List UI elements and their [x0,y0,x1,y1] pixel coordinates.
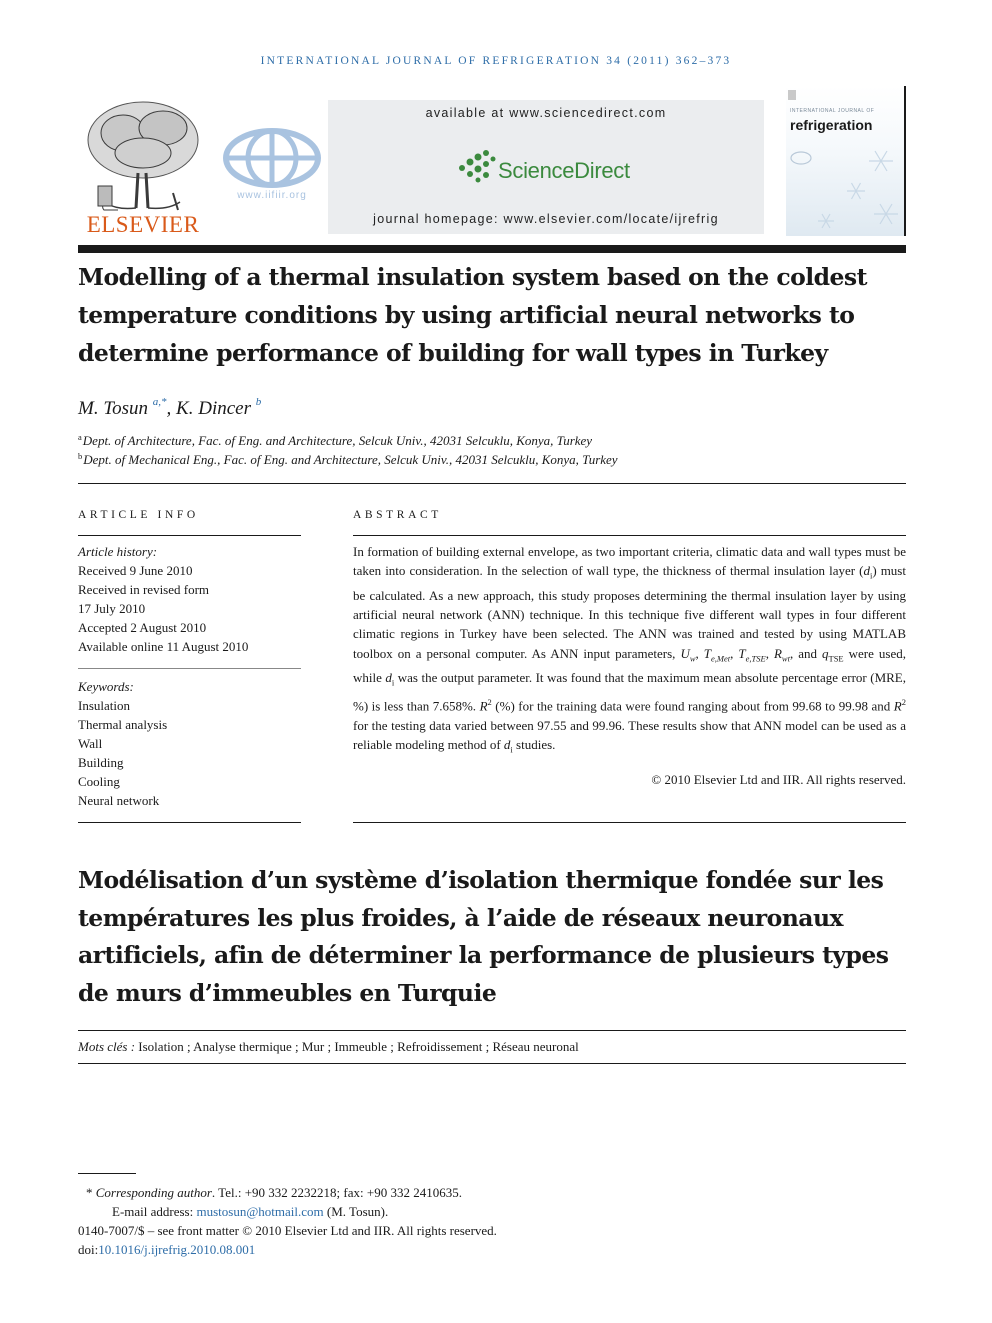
french-bottom-rule [78,1063,906,1064]
keywords [78,677,301,810]
history-item: Available online 11 August 2010 [78,639,249,654]
iifiir-globe-logo [222,125,322,195]
history-item: Received in revised form [78,582,210,597]
abstract-copyright: © 2010 Elsevier Ltd and IIR. All rights reserved. [651,772,906,787]
keyword: Neural network [78,793,160,808]
header-rule [78,245,906,253]
keyword: Insulation [78,698,130,713]
article-title: Modelling of a thermal insulation system based on the coldest temperature conditions by using artificial neural networks to determine performance of building for wall types in Turkey [78,263,867,367]
article-info-rule [78,535,301,536]
elsevier-wordmark: ELSEVIER [86,212,200,237]
email-note: E-mail address: mustosun@hotmail.com (M. Tosun). [112,1204,389,1219]
sciencedirect-banner [328,100,764,234]
french-keywords [78,1039,579,1055]
email-link[interactable]: mustosun@hotmail.com [196,1204,324,1219]
keyword: Wall [78,736,103,751]
section-rule [78,483,906,484]
affiliation-mark: b [78,451,83,461]
history-item: 17 July 2010 [78,601,146,616]
author-name: K. Dincer [176,398,251,419]
affiliation-text: Dept. of Mechanical Eng., Fac. of Eng. and Architecture, Selcuk Univ., 42031 Selcuklu, Konya, Turkey [83,452,618,467]
author-separator: , [166,398,172,419]
article-info-heading: ARTICLE INFO [78,509,199,521]
sciencedirect-wordmark: ScienceDirect [498,158,630,183]
cover-subtitle: INTERNATIONAL JOURNAL OF [790,108,875,114]
author-name: M. Tosun [78,398,149,419]
author-affiliation-mark[interactable]: b [255,396,262,408]
journal-homepage-text: journal homepage: www.elsevier.com/locate/ijrefrig [373,212,719,226]
abstract-rule [353,535,906,536]
abstract-bottom-rule [353,822,906,823]
author-list [78,396,261,420]
issn-note: 0140-7007/$ – see front matter © 2010 Elsevier Ltd and IIR. All rights reserved. [78,1223,497,1238]
doi-link[interactable]: 10.1016/j.ijrefrig.2010.08.001 [98,1242,256,1257]
history-item: Received 9 June 2010 [78,563,193,578]
iifiir-url: www.iifiir.org [237,190,307,201]
keywords-label: Keywords: [78,679,134,694]
french-top-rule [78,1030,906,1031]
keyword: Building [78,755,124,770]
article-info-bottom-rule [78,822,301,823]
sciencedirect-dots-icon [456,148,496,188]
footnotes [78,1183,497,1259]
affiliation-mark: a [78,432,82,442]
affiliation [78,432,592,449]
keywords-divider [78,668,301,669]
journal-running-head: INTERNATIONAL JOURNAL OF REFRIGERATION 34 (2011) 362–373 [260,55,732,67]
corresponding-author-note: * Corresponding author. Tel.: +90 332 2232218; fax: +90 332 2410635. [86,1185,462,1200]
affiliation-text: Dept. of Architecture, Fac. of Eng. and Architecture, Selcuk Univ., 42031 Selcuklu, Konya, Turkey [82,433,593,448]
footnote-rule [78,1173,136,1174]
available-at-text: available at www.sciencedirect.com [425,106,667,120]
author-affiliation-mark[interactable]: a,* [152,396,167,408]
abstract-text: In formation of building external envelope, as two important criteria, climatic data and wall types must be taken into consideration. In the selection of wall type, the thickness of thermal insulation layer $(d_i)$ must be calculated. As a new approach, this study proposes determining the thermal insulation layer by using artificial neural network (ANN) technique. In this technique five different wall types in four different climatic regions in Turkey have been selected. The ANN was trained and tested by using MATLAB toolbox on a personal computer. As ANN input parameters, $U_w$, $T_{e,Met}$, $T_{e,TSE}$, $R_{wt}$, and $q_{TSE}$ were used, while $d_i$ was the output parameter. It was found that the maximum mean absolute percentage error (MRE, %) is less than 7.658%. $R^2$ (%) for the training data were found ranging about from 99.68 to 99.98 and $R^2$ for the testing data varied between 97.55 and 99.96. These results show that ANN model can be used as a reliable modeling method of $d_i$ studies. [353,544,906,755]
history-label: Article history: [78,544,158,559]
abstract-heading: ABSTRACT [353,509,442,521]
affiliation [78,451,618,468]
doi-note: doi:10.1016/j.ijrefrig.2010.08.001 [78,1242,256,1257]
history-item: Accepted 2 August 2010 [78,620,207,635]
keyword: Cooling [78,774,120,789]
mots-cles-list: Isolation ; Analyse thermique ; Mur ; Immeuble ; Refroidissement ; Réseau neuronal [138,1039,579,1054]
cover-title: refrigeration [790,117,873,133]
article-history [78,542,301,656]
snowflake-pattern-icon [786,86,906,236]
french-title: Modélisation d’un système d’isolation thermique fondée sur les températures les plus froides, à l’aide de réseaux neuronaux artificiels, afin de déterminer la performance de plusieurs types de murs d’immeubles en Turquie [78,866,889,1007]
keyword: Thermal analysis [78,717,168,732]
journal-cover-thumbnail [786,86,906,236]
mots-cles-label: Mots clés : [78,1039,136,1054]
